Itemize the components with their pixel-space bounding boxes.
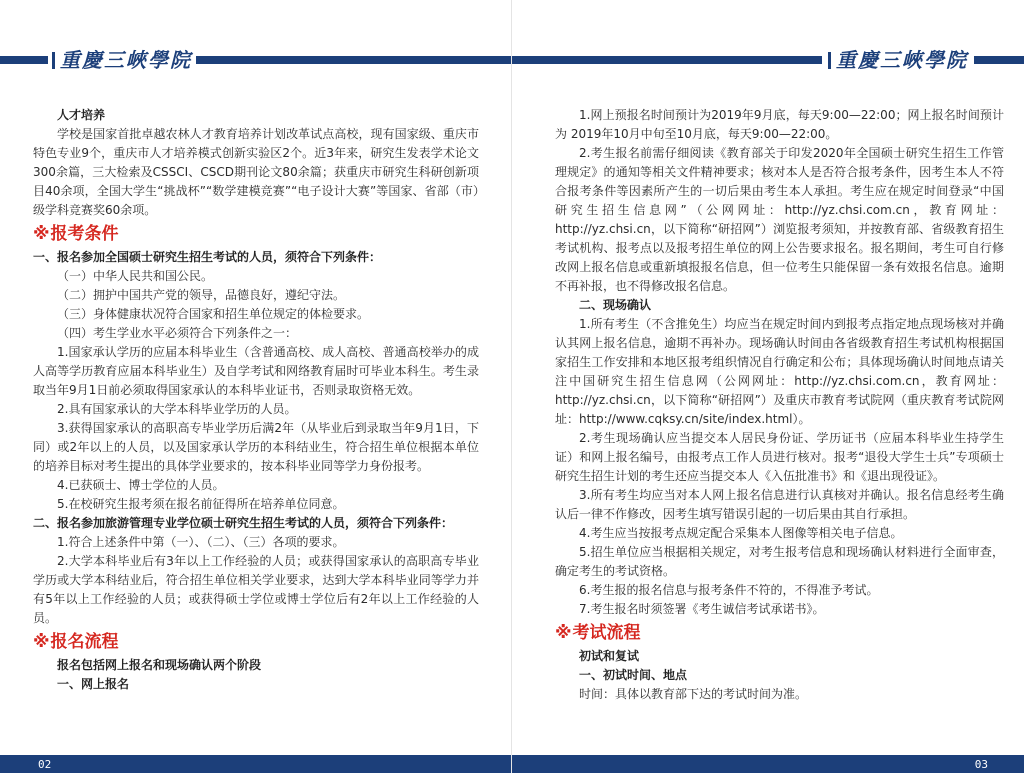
onsite-heading: 二、现场确认 — [579, 298, 652, 312]
section-title: 考试流程 — [572, 623, 641, 643]
conditions-heading-2: 二、报名参加旅游管理专业学位硕士研究生招生考试的人员，须符合下列条件： — [33, 516, 454, 530]
school-logo: 重慶三峽學院 — [826, 46, 968, 75]
talent-title: 人才培养 — [57, 108, 106, 122]
onsite-item: 1.所有考生（不含推免生）均应当在规定时间内到报考点指定地点现场核对并确认其网上报名信息，逾期不再补办。现场确认时间由各省级教育招生考试机构根据国家招生工作安排和本地区报考组织情况自行确定和公布；具体现场确认时间地点请关注中国研究生招生信息网（公网网址：http://yz.chsi.com.cn，教育网址：http://yz.chsi.cn，以下简称“研招网”）及重庆市教育考试院网（重庆教育考试院网址：http://www.cqksy.cn/site/index.html）。 — [555, 317, 1004, 426]
section-mark-icon: ※ — [33, 632, 50, 652]
registration-intro: 报名包括网上报名和现场确认两个阶段 — [57, 658, 262, 672]
condition-subitem: 4.已获硕士、博士学位的人员。 — [57, 478, 225, 492]
onsite-item: 7.考生报名时须签署《考生诚信考试承诺书》。 — [579, 602, 825, 616]
online-item: 2.考生报名前需仔细阅读《教育部关于印发2020年全国硕士研究生招生工作管理规定》的通知等相关文件精神要求；核对本人是否符合报考条件，因考生本人不符合报考条件等因素所产生的一切后果由考生本人承担。考生应在规定时间登录“中国研究生招生信息网”（公网网址：http://yz.chsi.com.cn，教育网址：http://yz.chsi.cn，以下简称“研招网”）浏览报考须知，并按教育部、省级教育招生考试机构、报考点以及报考招生单位的网上公告要求报名。报名期间，考生可自行修改网上报名信息或重新填报报名信息，但一位考生只能保留一条有效报名信息。逾期不再补报，也不得修改报名信息。 — [555, 146, 1004, 293]
condition-item: （三）身体健康状况符合国家和招生单位规定的体检要求。 — [57, 307, 370, 321]
footer-band — [0, 755, 512, 773]
section-heading-conditions — [33, 221, 479, 247]
talent-paragraph: 学校是国家首批卓越农林人才教育培养计划改革试点高校，现有国家级、重庆市特色专业9个，重庆市人才培养模式创新实验区2个。近3年来，研究生发表学术论文300余篇，三大检索及CSSCI、CSCD期刊论文80余篇；获重庆市研究生科研创新项目40余项，全国大学生“挑战杯”“数学建模竞赛”“电子设计大赛”等国家、省部（市）级学科竞赛奖60余项。 — [33, 127, 479, 217]
footer-band — [512, 755, 1024, 773]
online-item: 1.网上预报名时间预计为2019年9月底，每天9:00—22:00；网上报名时间预计为 2019年10月中旬至10月底，每天9:00—22:00。 — [555, 108, 1004, 141]
page-number: 03 — [974, 758, 988, 771]
header-bar — [0, 56, 48, 64]
onsite-item: 3.所有考生均应当对本人网上报名信息进行认真核对并确认。报名信息经考生确认后一律不作修改，因考生填写错误引起的一切后果由其自行承担。 — [555, 488, 1004, 521]
condition-subitem: 2.具有国家承认的大学本科毕业学历的人员。 — [57, 402, 297, 416]
exam-time: 时间：具体以教育部下达的考试时间为准。 — [579, 687, 808, 701]
condition-item: （一）中华人民共和国公民。 — [57, 269, 214, 283]
onsite-item: 2.考生现场确认应当提交本人居民身份证、学历证书（应届本科毕业生持学生证）和网上报名编号，由报考点工作人员进行核对。报考“退役大学生士兵”专项硕士研究生招生计划的考生还应当提交本人《入伍批准书》和《退出现役证》。 — [555, 431, 1004, 483]
onsite-item: 4.考生应当按报考点规定配合采集本人图像等相关电子信息。 — [579, 526, 903, 540]
onsite-item: 5.招生单位应当根据相关规定，对考生报考信息和现场确认材料进行全面审查，确定考生的考试资格。 — [555, 545, 1004, 578]
school-logo: 重慶三峽學院 — [50, 46, 192, 75]
left-column — [33, 106, 479, 694]
condition-subitem: 1.符合上述条件中第（一）、（二）、（三）各项的要求。 — [57, 535, 345, 549]
header-bar — [974, 56, 1024, 64]
condition-subitem: 5.在校研究生报考须在报名前征得所在培养单位同意。 — [57, 497, 345, 511]
header-bar — [196, 56, 512, 64]
header-bar — [512, 56, 822, 64]
online-heading: 一、网上报名 — [57, 677, 130, 691]
exam-heading: 一、初试时间、地点 — [579, 668, 688, 682]
exam-subtitle: 初试和复试 — [579, 649, 640, 663]
section-title: 报考条件 — [50, 224, 119, 244]
conditions-heading-1: 一、报名参加全国硕士研究生招生考试的人员，须符合下列条件： — [33, 250, 382, 264]
condition-subitem: 1.国家承认学历的应届本科毕业生（含普通高校、成人高校、普通高校举办的成人高等学历教育应届本科毕业生）及自学考试和网络教育届时可毕业本科生。考生录取当年9月1日前必须取得国家承认的本科毕业证书，否则录取资格无效。 — [33, 345, 479, 397]
right-column — [555, 106, 1004, 704]
section-heading-registration — [33, 629, 479, 655]
right-page — [512, 0, 1024, 773]
header-band — [512, 46, 1024, 75]
condition-item: （四）考生学业水平必须符合下列条件之一： — [57, 326, 298, 340]
section-heading-exam — [555, 620, 1004, 646]
onsite-item: 6.考生报的报名信息与报考条件不符的，不得准予考试。 — [579, 583, 879, 597]
section-mark-icon: ※ — [33, 224, 50, 244]
header-band — [0, 46, 512, 75]
condition-subitem: 3.获得国家承认的高职高专毕业学历后满2年（从毕业后到录取当年9月1日，下同）或2年以上的人员，以及国家承认学历的本科结业生，符合招生单位根据本单位的培养目标对考生提出的具体学业要求的，按本科毕业同等学力身份报考。 — [33, 421, 479, 473]
condition-subitem: 2.大学本科毕业后有3年以上工作经验的人员；或获得国家承认的高职高专毕业学历或大学本科结业后，符合招生单位相关学业要求，达到大学本科毕业同等学力并有5年以上工作经验的人员；或获得硕士学位或博士学位后有2年以上工作经验的人员。 — [33, 554, 479, 625]
section-title: 报名流程 — [50, 632, 119, 652]
condition-item: （二）拥护中国共产党的领导，品德良好，遵纪守法。 — [57, 288, 346, 302]
section-mark-icon: ※ — [555, 623, 572, 643]
page-number: 02 — [38, 758, 52, 771]
